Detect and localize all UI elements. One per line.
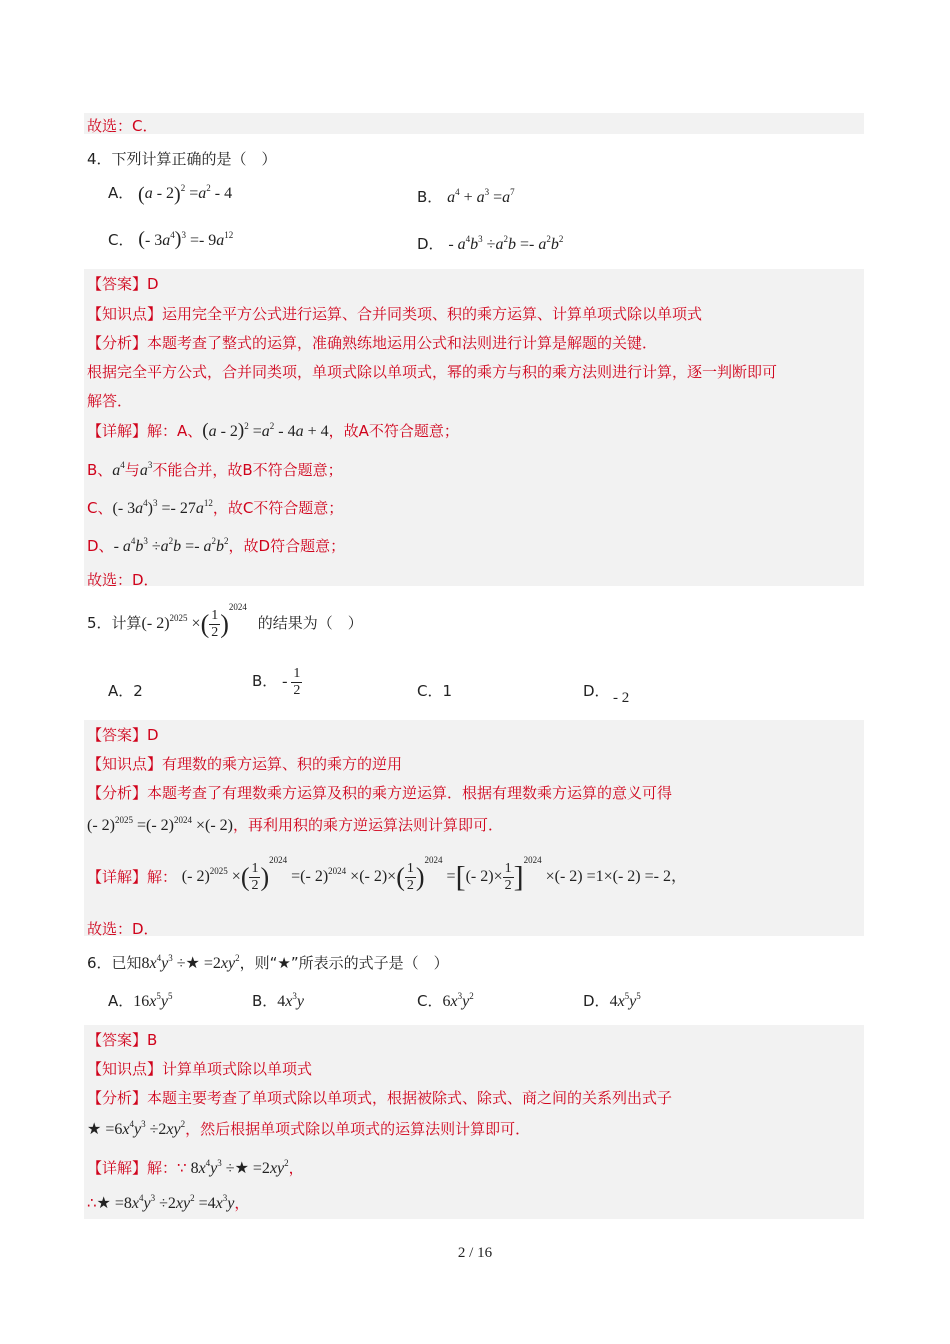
comma: ， <box>288 1159 304 1177</box>
formula: - $\frac{1}{2}$ <box>282 666 301 698</box>
option-label: C． <box>417 992 443 1010</box>
q4-choose: 故选：D． <box>87 571 159 589</box>
analysis-suffix: ，再利用积的乘方逆运算法则计算即可． <box>233 816 504 834</box>
option-label: B． <box>417 188 443 206</box>
q4-detail-b <box>87 459 343 480</box>
q4-option-c <box>108 228 233 251</box>
because-symbol: ∵ <box>177 1159 187 1177</box>
page-number: 2 / 16 <box>457 1245 493 1261</box>
formula: $8x^4y^3$ ÷★ $=2xy^2$ <box>186 1158 289 1177</box>
comma: ， <box>234 1194 250 1212</box>
top-choose: 故选：C． <box>87 117 158 135</box>
option-label: D． <box>417 235 444 253</box>
formula: $(a - 2)^2 =a^2 - 4a + 4$ <box>202 420 329 441</box>
detail-prefix: C、 <box>87 499 113 517</box>
formula: $a^4 + a^3 =a^7$ <box>447 187 515 206</box>
therefore-symbol: ∴ <box>87 1194 97 1212</box>
detail-suffix: ，故D符合题意； <box>228 537 346 555</box>
q5-knowledge: 【知识点】有理数的乘方运算、积的乘方的逆用 <box>87 755 403 773</box>
option-label: A． <box>108 992 134 1010</box>
analysis-suffix: ，然后根据单项式除以单项式的运算法则计算即可． <box>185 1120 531 1138</box>
formula: - $a^4b^3 \div a^2b =- a^2b^2$ <box>448 234 564 253</box>
q4-option-a <box>108 182 232 204</box>
formula: - $a^4b^3 \div a^2b =- a^2b^2$ <box>113 536 229 555</box>
q4-option-d <box>417 233 563 254</box>
stem-prefix: 5．计算 <box>87 614 142 632</box>
q5-answer: 【答案】D <box>87 726 159 744</box>
q5-choose: 故选：D． <box>87 920 159 938</box>
detail-suffix: ，故C不符合题意； <box>212 499 344 517</box>
q6-detail-2 <box>87 1192 249 1213</box>
option-label: C． <box>108 231 134 249</box>
q4-option-b <box>417 186 515 207</box>
q4-detail-a <box>87 420 459 442</box>
q6-stem <box>87 952 449 973</box>
detail-suffix: ，故A不符合题意； <box>328 422 459 440</box>
q4-analysis-2: 根据完全平方公式，合并同类项，单项式除以单项式，幂的乘方与积的乘方法则进行计算，逐一判断即可 <box>87 363 778 381</box>
formula: ★ $=8x^4y^3 \div 2xy^2 =4x^3y$ <box>96 1193 235 1212</box>
q5-analysis-2 <box>87 814 503 835</box>
q5-stem <box>87 602 363 641</box>
q5-option-c: C．1 <box>417 682 453 700</box>
formula: $6x^3y^2$ <box>442 991 474 1010</box>
q6-knowledge: 【知识点】计算单项式除以单项式 <box>87 1060 313 1078</box>
q4-analysis-3: 解答． <box>87 392 133 410</box>
detail-mid: 与 <box>124 461 140 479</box>
q6-option-d <box>583 990 641 1011</box>
q6-option-b <box>252 990 304 1011</box>
stem-suffix: ，则“★”所表示的式子是（ ） <box>239 954 449 972</box>
q6-detail-1 <box>87 1157 304 1178</box>
detail-suffix: 不能合并，故B不符合题意； <box>152 461 343 479</box>
formula: ★ $=6x^4y^3 \div 2xy^2$ <box>87 1119 186 1138</box>
detail-prefix: 【详解】解：A、 <box>87 422 203 440</box>
formula: (- 2)$^{2025}$ ×( $\frac{1}{2}$ )$^{2024}$ <box>141 602 247 640</box>
top-band <box>84 113 864 134</box>
q4-detail-d <box>87 535 345 556</box>
q6-analysis-2 <box>87 1118 530 1139</box>
option-label: D． <box>583 992 610 1010</box>
q6-option-c <box>417 990 474 1011</box>
q5-option-d-label: D． <box>583 682 610 700</box>
stem-suffix: 的结果为（ ） <box>257 614 363 632</box>
q4-knowledge: 【知识点】运用完全平方公式进行运算、合并同类项、积的乘方运算、计算单项式除以单项式 <box>87 305 703 323</box>
detail-prefix: 【详解】解： <box>87 868 178 886</box>
formula: $a^4$ <box>112 460 125 479</box>
q5-detail <box>87 855 687 894</box>
q5-analysis: 【分析】本题考查了有理数乘方运算及积的乘方逆运算．根据有理数乘方运算的意义可得 <box>87 784 673 802</box>
option-label: B． <box>252 992 278 1010</box>
stem-prefix: 6．已知 <box>87 954 142 972</box>
q5-option-b <box>252 666 302 699</box>
option-label: B． <box>252 672 278 691</box>
q6-answer: 【答案】B <box>87 1031 158 1049</box>
formula: (- 2)$^{2025}$ =(- 2)$^{2024}$ ×(- 2) <box>87 815 234 834</box>
q6-option-a <box>108 990 172 1011</box>
formula: (- $3a^4)^3 =- 9a^{12}$ <box>138 228 234 250</box>
q4-detail-c <box>87 497 343 518</box>
formula: $16x^5y^5$ <box>133 991 173 1010</box>
q4-answer: 【答案】D <box>87 275 159 293</box>
detail-prefix: D、 <box>87 537 114 555</box>
option-label: A． <box>108 184 134 202</box>
detail-prefix: 【详解】解： <box>87 1159 178 1177</box>
formula: $a^3$ <box>139 460 153 479</box>
q5-option-d-value: - 2 <box>613 690 630 706</box>
detail-prefix: B、 <box>87 461 113 479</box>
formula: $4x^5y^5$ <box>609 991 641 1010</box>
q5-option-a: A．2 <box>108 682 143 700</box>
q4-stem: 4．下列计算正确的是（ ） <box>87 150 277 168</box>
formula: $8x^4y^3$ ÷★ $=2xy^2$ <box>141 953 240 972</box>
formula: (- $3a^4)^3 =- 27a^{12}$ <box>112 498 213 517</box>
formula: $4x^3y$ <box>277 991 305 1010</box>
q4-analysis: 【分析】本题考查了整式的运算，准确熟练地运用公式和法则进行计算是解题的关键． <box>87 334 658 352</box>
q6-analysis: 【分析】本题主要考查了单项式除以单项式，根据被除式、除式、商之间的关系列出式子 <box>87 1089 673 1107</box>
formula: (- 2)$^{2025}$ ×( $\frac{1}{2}$ )$^{2024}$ =(- 2)$^{2024}$ ×(- 2)×( $\frac{1}{2}$ )$^{2024}$ =[(- 2)× $\frac{1}{2}$ ]$^{2024}$ ×(- 2) =1×(- 2) =- 2， <box>181 855 687 894</box>
formula: $(a - 2)^2 =a^2 - 4$ <box>138 183 233 206</box>
